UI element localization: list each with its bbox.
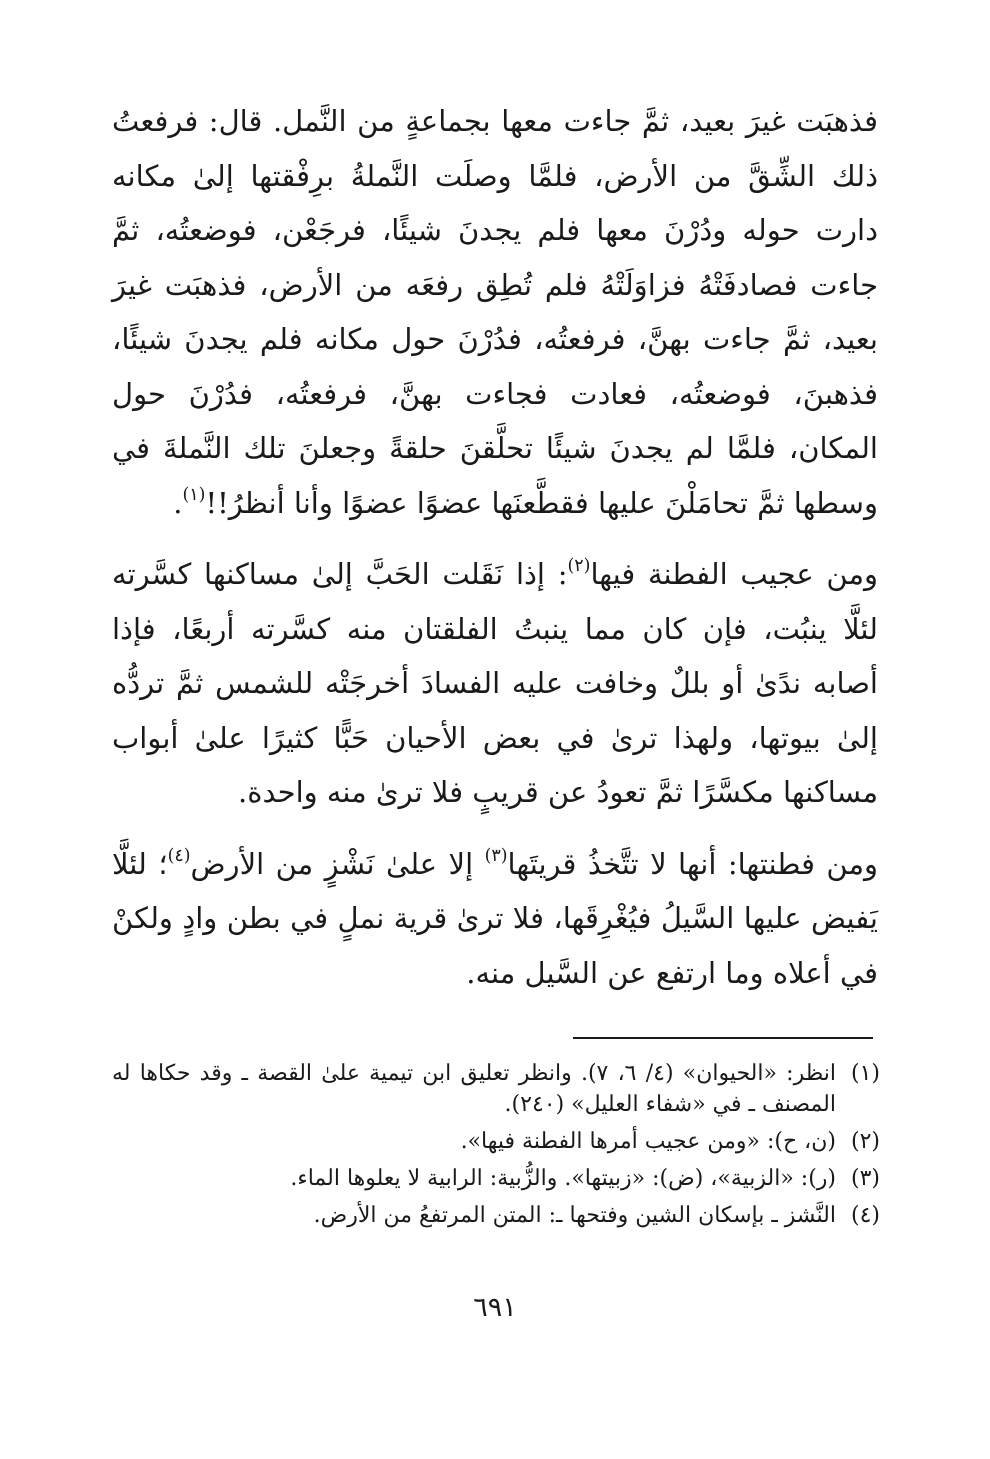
footnote-item	[112, 1126, 880, 1157]
footnote-text: (ن، ح): «ومن عجيب أمرها الفطنة فيها».	[460, 1129, 836, 1154]
footnote-item	[112, 1200, 880, 1231]
footnote-text: النَّشز ـ بإسكان الشين وفتحها ـ: المتن المرتفعُ من الأرض.	[313, 1203, 836, 1228]
footnote-number: (٤)	[850, 1203, 880, 1228]
footnote-text: (ر): «الزبية»، (ض): «زبيتها». والزُّبية: الرابية لا يعلوها الماء.	[290, 1166, 836, 1191]
footnote-item	[112, 1163, 880, 1194]
footnote-ref-3[interactable]: (٣)	[484, 845, 508, 866]
footnote-ref-2[interactable]: (٢)	[567, 555, 591, 576]
text-segment: ؛ لئلَّا يَفيض عليها السَّيلُ فيُغْرِقَها، فلا ترىٰ قرية نملٍ في بطن وادٍ ولكنْ في أعلاه وما ارتفع عن السَّيل منه.	[112, 846, 878, 990]
text-segment: فذهبَت غيرَ بعيد، ثمَّ جاءت معها بجماعةٍ من النَّمل. قال: فرفعتُ ذلك الشِّقَّ من الأرض، فلمَّا وصلَت النَّملةُ برِفْقتها إلىٰ مكانه دارت حوله ودُرْنَ معها فلم يجدنَ شيئًا، فرجَعْن، فوضعتُه، ثمَّ جاءت فصادفَتْهُ فزاوَلَتْهُ فلم تُطِق رفعَه من الأرض، فذهبَت غيرَ بعيد، ثمَّ جاءت بهنَّ، فرفعتُه، فدُرْنَ حول مكانه فلم يجدنَ شيئًا، فذهبنَ، فوضعتُه، فعادت فجاءت بهنَّ، فرفعتُه، فدُرْنَ حول المكان، فلمَّا لم يجدنَ شيئًا تحلَّقنَ حلقةً وجعلنَ تلك النَّملةَ في وسطها ثمَّ تحامَلْنَ عليها فقطَّعنَها عضوًا عضوًا وأنا أنظرُ!!	[112, 104, 878, 520]
paragraph-grain-cleverness	[112, 547, 878, 820]
text-segment: : إذا نَقَلت الحَبَّ إلىٰ مساكنها كسَّرته لئلَّا ينبُت، فإن كان مما ينبتُ الفلقتان منه كسَّرته أربعًا، فإذا أصابه ندًىٰ أو بللٌ وخافت عليه الفسادَ أخرجَتْه للشمس ثمَّ تردُّه إلىٰ بيوتها، ولهذا ترىٰ في بعض الأحيان حَبًّا كثيرًا علىٰ أبواب مساكنها مكسَّرًا ثمَّ تعودُ عن قريبٍ فلا ترىٰ منه واحدة.	[112, 557, 878, 809]
footnote-number: (٢)	[850, 1129, 880, 1154]
footnote-divider	[573, 1037, 873, 1039]
footnote-ref-1[interactable]: (١)	[182, 484, 206, 505]
footnotes	[112, 1058, 880, 1237]
footnote-number: (٣)	[850, 1166, 880, 1191]
paragraph-village-cleverness	[112, 837, 878, 1001]
text-segment: إلا علىٰ نَشْزٍ من الأرض	[190, 846, 485, 881]
footnote-ref-4[interactable]: (٤)	[167, 845, 191, 866]
main-text	[112, 94, 878, 1000]
paragraph-ant-story	[112, 94, 878, 530]
text-segment: .	[173, 485, 183, 520]
text-segment: ومن عجيب الفطنة فيها	[590, 557, 878, 591]
page-number: ٦٩١	[473, 1292, 517, 1323]
text-segment: ومن فطنتها: أنها لا تتَّخذُ قريتَها	[507, 846, 879, 881]
footnote-text: انظر: «الحيوان» (٤/ ٦، ٧). وانظر تعليق ابن تيمية علىٰ القصة ـ وقد حكاها له المصنف ـ في «شفاء العليل» (٢٤٠).	[112, 1061, 836, 1117]
footnote-item	[112, 1058, 880, 1120]
footnote-number: (١)	[850, 1061, 880, 1086]
